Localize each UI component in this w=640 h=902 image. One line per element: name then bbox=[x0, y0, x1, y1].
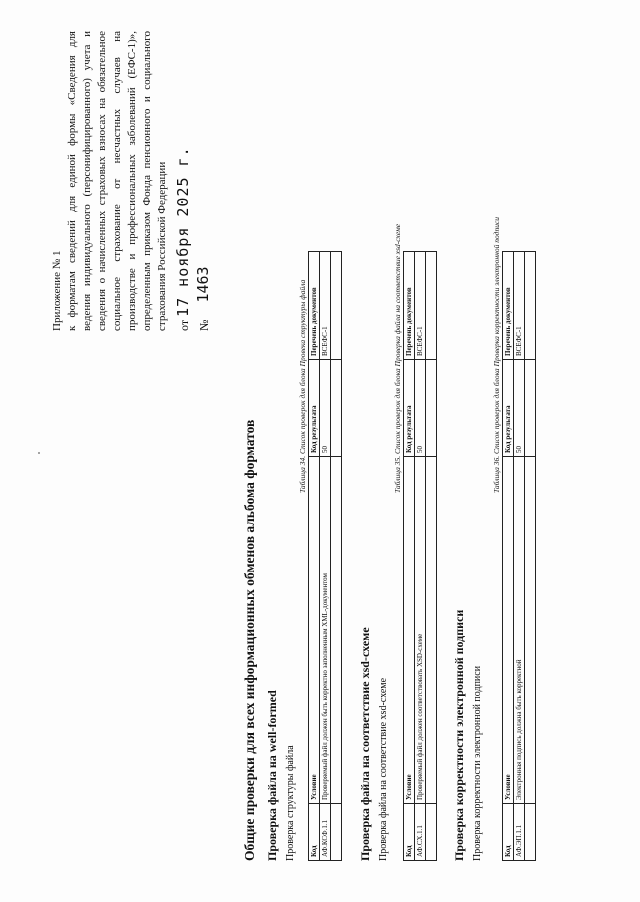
checks-table-36 bbox=[502, 251, 536, 861]
table-row: АФ.КСФ.1.1 Проверяемый файл должен быть корректно заполненным XML-документом 50 ВСЕФС-1 bbox=[320, 252, 331, 861]
appendix-date: от 17 ноября 2025 г. bbox=[174, 146, 192, 331]
table-row-empty bbox=[426, 252, 437, 861]
rotated-content bbox=[40, 31, 600, 871]
table-caption-36: Таблица 36. Список проверок для блока Проверка корректности электронной подписи bbox=[492, 216, 501, 493]
table-header-row: Код Условие Код результата Перечень документов bbox=[503, 252, 514, 861]
appendix-number: № 1463 bbox=[194, 266, 212, 331]
table-row-empty bbox=[525, 252, 536, 861]
table-caption-34: Таблица 34. Список проверок для блока Провека структуры файла bbox=[298, 279, 307, 493]
appendix-text: к форматам сведений для единой формы «Сведения для ведения индивидуального (персонифицированного) учета и сведения о начисленных страховых взносах на обязательное социальное страхование от несчастных случаев на производстве и профессиональных заболеваний (ЕФС-1)», определенным приказом Фонда пенсионного и социального страхования Российской Федерации bbox=[66, 31, 168, 331]
table-header-row: Код Условие Код результата Перечень документов bbox=[404, 252, 415, 861]
section-subheading-3: Проверка корректности электронной подписи bbox=[472, 665, 483, 861]
table-row: АФ.СХ.1.1 Проверяемый файл должен соответствовать XSD-схеме 50 ВСЕФС-1 bbox=[415, 252, 426, 861]
section-subheading-1: Проверка структуры файла bbox=[285, 745, 296, 861]
section-subheading-2: Проверка файла на соответствие xsd-схеме bbox=[378, 677, 389, 861]
scan-speck bbox=[38, 452, 40, 454]
section-heading-2: Проверка файла на соответствие xsd-схеме bbox=[358, 627, 372, 861]
appendix-block bbox=[50, 31, 212, 331]
checks-table-35 bbox=[403, 251, 437, 861]
section-heading-1: Проверка файла на well-formed bbox=[265, 690, 279, 861]
handwritten-number: 1463 bbox=[194, 266, 212, 303]
handwritten-date: 17 ноября 2025 г. bbox=[174, 146, 192, 317]
table-row-empty bbox=[331, 252, 342, 861]
table-caption-35: Таблица 35. Список проверок для блока Проверка файла на соответствие xsd-схеме bbox=[393, 223, 402, 493]
appendix-label: Приложение № 1 bbox=[51, 250, 63, 331]
section-heading-3: Проверка корректности электронной подписи bbox=[452, 609, 466, 861]
main-heading: Общие проверки для всех информационных обменов альбома форматов bbox=[242, 419, 257, 861]
table-row: АФ.ЭП.1.1 Электронная подпись должна быть корректной 50 ВСЕФС-1 bbox=[514, 252, 525, 861]
checks-table-34 bbox=[308, 251, 342, 861]
table-header-row: Код Условие Код результата Перечень документов bbox=[309, 252, 320, 861]
